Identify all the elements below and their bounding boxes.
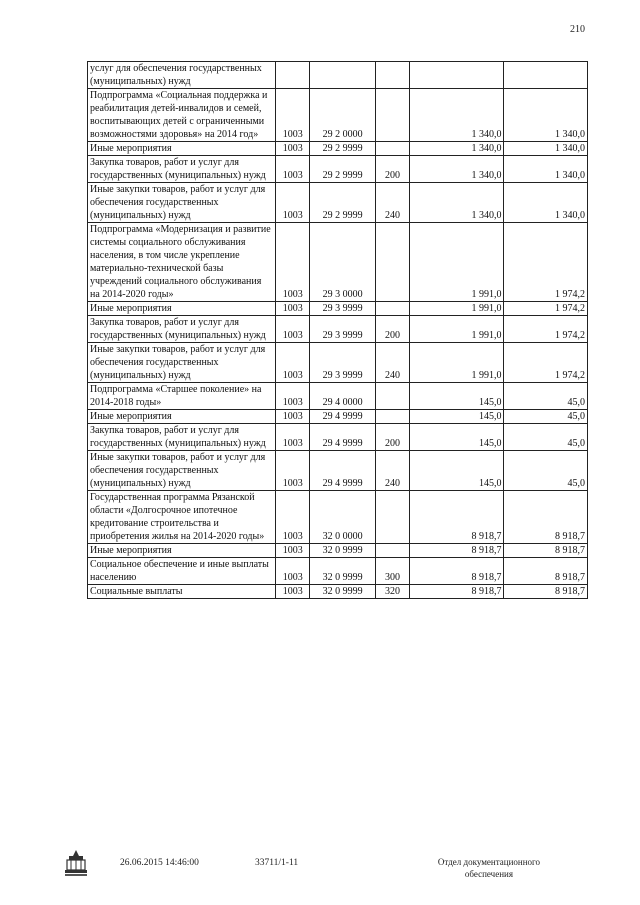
table-row [88, 491, 588, 544]
row-section-cell: 1003 [276, 302, 310, 316]
row-name-cell: Подпрограмма «Старшее поколение» на 2014-2018 годы» [88, 383, 276, 410]
row-amount1-cell: 145,0 [409, 383, 504, 410]
table-row [88, 544, 588, 558]
row-target-cell: 29 4 0000 [309, 383, 375, 410]
row-amount1-cell: 8 918,7 [409, 585, 504, 599]
table-row [88, 451, 588, 491]
row-name-cell: Социальные выплаты [88, 585, 276, 599]
row-amount2-cell: 1 340,0 [504, 142, 588, 156]
row-amount1-cell [409, 62, 504, 89]
row-expense-cell: 200 [376, 156, 410, 183]
row-amount1-cell: 1 991,0 [409, 302, 504, 316]
footer-doc-number: 33711/1-11 [255, 858, 299, 868]
row-target-cell: 32 0 9999 [309, 558, 375, 585]
row-section-cell: 1003 [276, 156, 310, 183]
table-row [88, 410, 588, 424]
row-amount2-cell: 45,0 [504, 383, 588, 410]
row-amount1-cell: 145,0 [409, 424, 504, 451]
row-target-cell: 29 4 9999 [309, 410, 375, 424]
budget-table [87, 61, 588, 599]
row-expense-cell [376, 383, 410, 410]
table-row [88, 223, 588, 302]
table-row [88, 302, 588, 316]
row-name-cell: Иные мероприятия [88, 410, 276, 424]
row-amount1-cell: 1 340,0 [409, 89, 504, 142]
row-section-cell: 1003 [276, 491, 310, 544]
row-amount2-cell: 8 918,7 [504, 491, 588, 544]
table-row [88, 585, 588, 599]
stamp-line-2: обеспечения [464, 869, 513, 879]
row-amount2-cell: 1 974,2 [504, 302, 588, 316]
row-expense-cell [376, 223, 410, 302]
row-target-cell: 29 3 9999 [309, 316, 375, 343]
table-row [88, 383, 588, 410]
row-name-cell: Иные мероприятия [88, 302, 276, 316]
table-row [88, 156, 588, 183]
row-section-cell [276, 62, 310, 89]
row-name-cell: Иные закупки товаров, работ и услуг для обеспечения государственных (муниципальных) нужд [88, 451, 276, 491]
row-name-cell: Закупка товаров, работ и услуг для государственных (муниципальных) нужд [88, 424, 276, 451]
row-name-cell: Социальное обеспечение и иные выплаты населению [88, 558, 276, 585]
row-expense-cell [376, 302, 410, 316]
row-amount1-cell: 145,0 [409, 410, 504, 424]
table-row [88, 316, 588, 343]
row-name-cell: Иные мероприятия [88, 544, 276, 558]
row-expense-cell: 200 [376, 316, 410, 343]
row-section-cell: 1003 [276, 410, 310, 424]
row-section-cell: 1003 [276, 183, 310, 223]
table-row [88, 62, 588, 89]
row-amount2-cell: 1 974,2 [504, 316, 588, 343]
row-amount1-cell: 8 918,7 [409, 544, 504, 558]
row-section-cell: 1003 [276, 451, 310, 491]
row-amount2-cell: 45,0 [504, 424, 588, 451]
row-name-cell: услуг для обеспечения государственных (муниципальных) нужд [88, 62, 276, 89]
row-expense-cell: 320 [376, 585, 410, 599]
row-name-cell: Закупка товаров, работ и услуг для государственных (муниципальных) нужд [88, 316, 276, 343]
row-expense-cell [376, 62, 410, 89]
row-name-cell: Иные закупки товаров, работ и услуг для обеспечения государственных (муниципальных) нужд [88, 183, 276, 223]
row-amount2-cell: 8 918,7 [504, 544, 588, 558]
row-section-cell: 1003 [276, 343, 310, 383]
row-expense-cell: 200 [376, 424, 410, 451]
stamp-line-1: Отдел документационного [437, 857, 540, 867]
department-stamp [438, 856, 540, 880]
row-section-cell: 1003 [276, 558, 310, 585]
row-section-cell: 1003 [276, 142, 310, 156]
row-amount2-cell: 1 340,0 [504, 89, 588, 142]
row-expense-cell: 240 [376, 183, 410, 223]
row-amount1-cell: 1 991,0 [409, 343, 504, 383]
row-section-cell: 1003 [276, 585, 310, 599]
row-expense-cell [376, 89, 410, 142]
table-row [88, 558, 588, 585]
row-section-cell: 1003 [276, 89, 310, 142]
row-name-cell: Подпрограмма «Социальная поддержка и реабилитация детей-инвалидов и семей, воспитывающих детей с ограниченными возможностями здоровья» на 2014 год» [88, 89, 276, 142]
row-target-cell: 32 0 9999 [309, 544, 375, 558]
row-amount2-cell: 1 340,0 [504, 183, 588, 223]
row-expense-cell [376, 544, 410, 558]
row-amount2-cell: 45,0 [504, 410, 588, 424]
row-section-cell: 1003 [276, 424, 310, 451]
row-amount2-cell: 1 340,0 [504, 156, 588, 183]
row-target-cell: 29 2 9999 [309, 156, 375, 183]
row-target-cell: 32 0 0000 [309, 491, 375, 544]
row-target-cell: 29 2 9999 [309, 183, 375, 223]
row-target-cell: 29 2 9999 [309, 142, 375, 156]
row-expense-cell: 240 [376, 451, 410, 491]
table-row [88, 89, 588, 142]
row-amount1-cell: 8 918,7 [409, 491, 504, 544]
footer-datetime: 26.06.2015 14:46:00 [120, 858, 199, 868]
row-amount1-cell: 1 340,0 [409, 142, 504, 156]
row-target-cell: 29 4 9999 [309, 451, 375, 491]
row-expense-cell: 240 [376, 343, 410, 383]
row-section-cell: 1003 [276, 383, 310, 410]
row-target-cell: 29 3 9999 [309, 302, 375, 316]
row-amount1-cell: 1 991,0 [409, 316, 504, 343]
row-amount1-cell: 8 918,7 [409, 558, 504, 585]
row-amount1-cell: 1 340,0 [409, 156, 504, 183]
row-amount1-cell: 1 991,0 [409, 223, 504, 302]
row-amount2-cell [504, 62, 588, 89]
row-target-cell [309, 62, 375, 89]
row-expense-cell [376, 491, 410, 544]
row-name-cell: Государственная программа Рязанской области «Долгосрочное ипотечное кредитование строительства и приобретения жилья на 2014-2020 годы» [88, 491, 276, 544]
budget-table-body [88, 62, 588, 599]
row-amount2-cell: 8 918,7 [504, 558, 588, 585]
table-row [88, 183, 588, 223]
row-section-cell: 1003 [276, 544, 310, 558]
row-target-cell: 29 4 9999 [309, 424, 375, 451]
row-expense-cell [376, 142, 410, 156]
row-amount2-cell: 1 974,2 [504, 343, 588, 383]
table-row [88, 343, 588, 383]
row-expense-cell [376, 410, 410, 424]
row-amount2-cell: 1 974,2 [504, 223, 588, 302]
row-target-cell: 29 2 0000 [309, 89, 375, 142]
row-amount1-cell: 145,0 [409, 451, 504, 491]
table-row [88, 142, 588, 156]
duma-logo-icon [63, 848, 89, 878]
page-number: 210 [570, 24, 585, 35]
row-name-cell: Иные закупки товаров, работ и услуг для обеспечения государственных (муниципальных) нужд [88, 343, 276, 383]
row-section-cell: 1003 [276, 316, 310, 343]
row-amount1-cell: 1 340,0 [409, 183, 504, 223]
row-section-cell: 1003 [276, 223, 310, 302]
row-amount2-cell: 8 918,7 [504, 585, 588, 599]
row-name-cell: Иные мероприятия [88, 142, 276, 156]
row-amount2-cell: 45,0 [504, 451, 588, 491]
row-name-cell: Закупка товаров, работ и услуг для государственных (муниципальных) нужд [88, 156, 276, 183]
row-target-cell: 32 0 9999 [309, 585, 375, 599]
row-target-cell: 29 3 0000 [309, 223, 375, 302]
table-row [88, 424, 588, 451]
row-expense-cell: 300 [376, 558, 410, 585]
row-name-cell: Подпрограмма «Модернизация и развитие системы социального обслуживания населения, в том числе укрепление материально-технической базы учреждений социального обслуживания на 2014-2020 годы» [88, 223, 276, 302]
row-target-cell: 29 3 9999 [309, 343, 375, 383]
